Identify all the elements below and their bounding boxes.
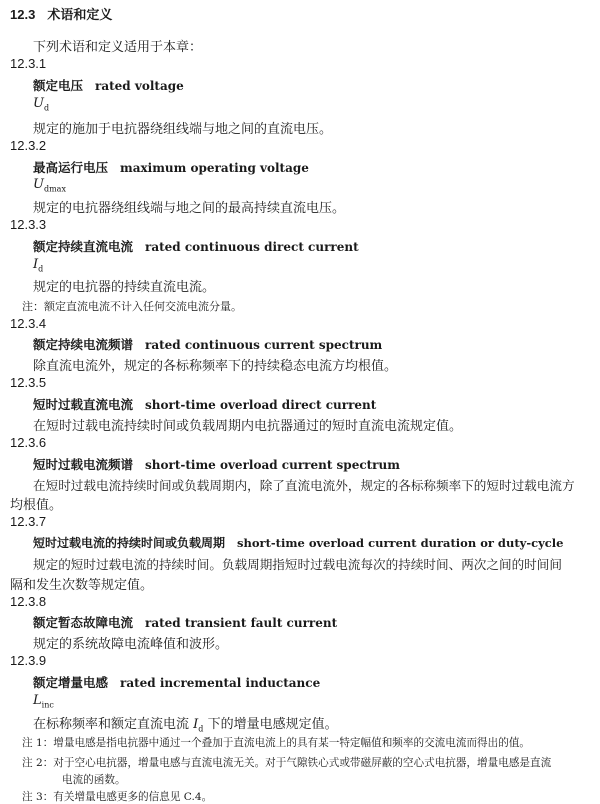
term-number: 12.3.3 <box>10 217 47 232</box>
term-number: 12.3.7 <box>10 514 47 529</box>
term-symbol: $L_{inc}$ <box>33 693 54 710</box>
term-definition-cont: 均根值。 <box>10 498 63 513</box>
term-heading <box>33 673 320 691</box>
term-definition: 在短时过载电流持续时间或负载周期内，除了直流电流外，规定的各标称频率下的短时过载电流方 <box>33 478 575 493</box>
term-en: short-time overload current duration or duty-cycle <box>237 536 564 550</box>
term-en: maximum operating voltage <box>120 161 309 175</box>
note-2-cont: 电流的函数。 <box>62 774 126 786</box>
term-zh: 短时过载电流频谱 <box>33 457 134 472</box>
term-zh: 短时过载电流的持续时间或负载周期 <box>33 536 226 550</box>
term-number: 12.3.1 <box>10 56 47 71</box>
term-number: 12.3.2 <box>10 138 47 153</box>
term-zh: 额定持续电流频谱 <box>33 337 134 352</box>
term-definition: 规定的系统故障电流峰值和波形。 <box>33 637 229 652</box>
term-heading <box>33 534 563 551</box>
term-heading <box>33 76 184 94</box>
term-heading <box>33 613 337 631</box>
term-zh: 额定暂态故障电流 <box>33 615 134 630</box>
section-number: 12.3 <box>10 7 36 22</box>
term-definition: 规定的短时过载电流的持续时间。负载周期指短时过载电流每次的持续时间、两次之间的时间间 <box>33 557 562 572</box>
term-definition: 规定的电抗器绕组线端与地之间的最高持续直流电压。 <box>33 201 346 216</box>
term-en: rated incremental inductance <box>120 676 321 690</box>
term-definition-cont: 隔和发生次数等规定值。 <box>10 578 154 593</box>
note-2: 注 2：对于空心电抗器，增量电感与直流电流无关。对于气隙铁心式或带磁屏蔽的空心式电抗器，增量电感是直流 <box>22 757 552 769</box>
term-heading <box>33 158 309 176</box>
term-heading <box>33 395 376 413</box>
term-number: 12.3.4 <box>10 316 47 331</box>
intro-text: 下列术语和定义适用于本章： <box>33 40 203 55</box>
term-definition: 除直流电流外，规定的各标称频率下的持续稳态电流方均根值。 <box>33 359 398 374</box>
term-zh: 额定电压 <box>33 78 84 93</box>
term-zh: 最高运行电压 <box>33 160 109 175</box>
term-symbol: $I_d$ <box>33 257 44 274</box>
section-heading <box>10 4 112 23</box>
term-en: rated continuous direct current <box>145 240 359 254</box>
term-en: short-time overload direct current <box>145 398 377 412</box>
term-en: rated voltage <box>95 79 184 93</box>
term-number: 12.3.9 <box>10 653 47 668</box>
term-en: rated transient fault current <box>145 616 338 630</box>
term-en: rated continuous current spectrum <box>145 338 383 352</box>
term-definition: 规定的电抗器的持续直流电流。 <box>33 280 216 295</box>
term-zh: 短时过载直流电流 <box>33 397 134 412</box>
note-1: 注 1：增量电感是指电抗器中通过一个叠加于直流电流上的具有某一特定幅值和频率的交流电流而得出的值。 <box>22 737 531 749</box>
term-en: short-time overload current spectrum <box>145 458 400 472</box>
term-number: 12.3.6 <box>10 435 47 450</box>
term-heading <box>33 335 382 353</box>
term-definition: 在短时过载电流持续时间或负载周期内电抗器通过的短时直流电流规定值。 <box>33 419 463 434</box>
term-heading <box>33 237 359 255</box>
term-definition: 在标称频率和额定直流电流 $I_d$ 下的增量电感规定值。 <box>33 717 338 734</box>
term-definition: 规定的施加于电抗器绕组线端与地之间的直流电压。 <box>33 122 333 137</box>
term-zh: 额定持续直流电流 <box>33 239 134 254</box>
term-heading <box>33 455 400 473</box>
term-number: 12.3.5 <box>10 375 47 390</box>
term-symbol: $U_d$ <box>33 96 50 113</box>
term-note: 注：额定直流电流不计入任何交流电流分量。 <box>22 300 242 313</box>
section-title: 术语和定义 <box>47 8 113 23</box>
term-zh: 额定增量电感 <box>33 675 109 690</box>
note-3: 注 3：有关增量电感更多的信息见 C.4。 <box>22 791 213 803</box>
term-number: 12.3.8 <box>10 594 47 609</box>
term-symbol: $U_{dmax}$ <box>33 177 66 194</box>
